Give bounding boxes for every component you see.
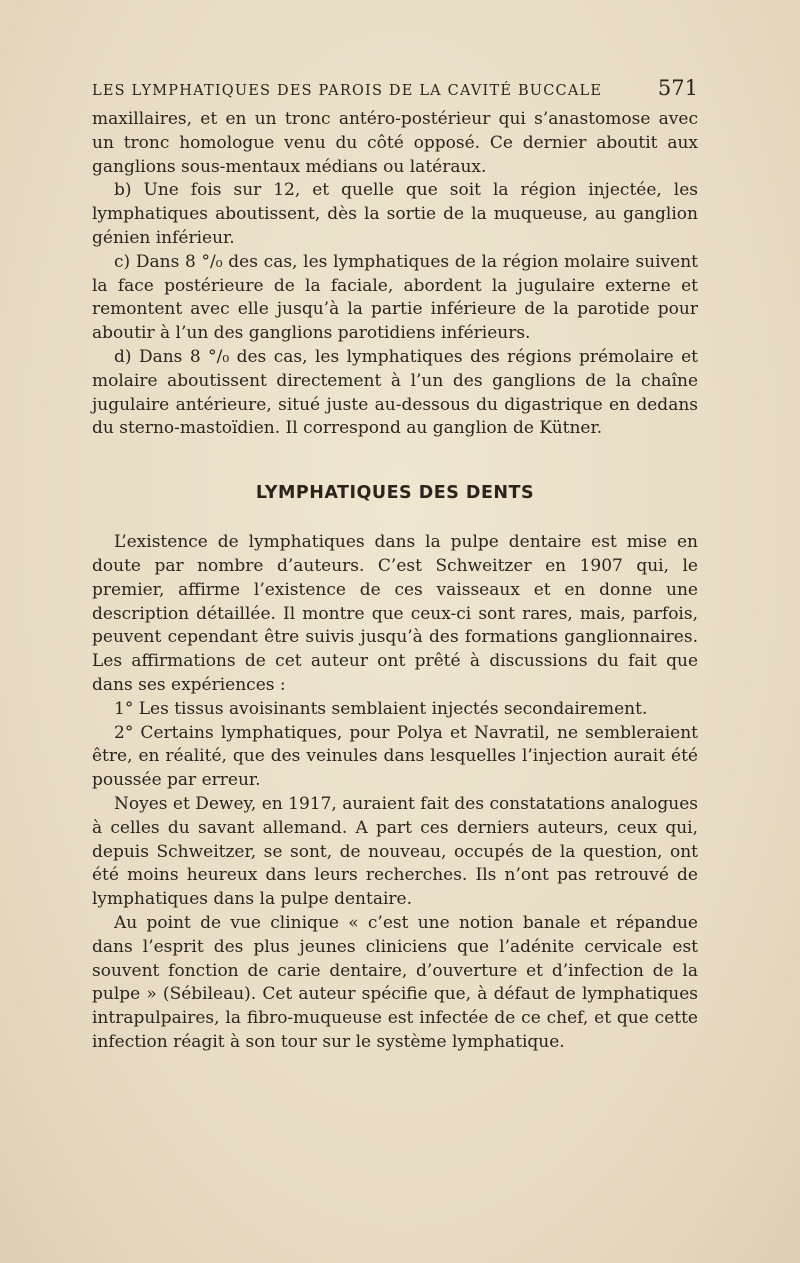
paragraph: 1° Les tissus avoisinants semblaient injectés secondairement. [114, 698, 648, 719]
page [92, 76, 698, 1055]
paragraph: maxillaires, et en un tronc antéro-postérieur qui s’anastomose avec un tronc homologue venu du côté opposé. Ce dernier aboutit aux ganglions sous-mentaux médians ou latéraux. [92, 109, 698, 177]
bottom-text-block [92, 531, 698, 1055]
paragraph: Noyes et Dewey, en 1917, auraient fait des constatations analogues à celles du savant allemand. A part ces derniers auteurs, ceux qui, depuis Schweitzer, se sont, de nouveau, occupés de la question, ont été moins heureux dans leurs recherches. Ils n’ont pas retrouvé de lymphatiques dans la pulpe dentaire. [92, 793, 698, 910]
running-title: LES LYMPHATIQUES DES PAROIS DE LA CAVITÉ BUCCALE [92, 83, 603, 99]
paragraph: Au point de vue clinique « c’est une notion banale et répandue dans l’esprit des plus jeunes cliniciens que l’adénite cervicale est souvent fonction de carie dentaire, d’ouverture et d’infection de la pulpe » (Sébileau). Cet auteur spécifie que, à défaut de lymphatiques intrapulpaires, la fibro-muqueuse est infectée de ce chef, et que cette infection réagit à son tour sur le système lymphatique. [92, 912, 698, 1052]
page-number: 571 [657, 76, 698, 100]
paragraph: b) Une fois sur 12, et quelle que soit la région injectée, les lymphatiques aboutissent, dès la sortie de la muqueuse, au ganglion génien inférieur. [92, 180, 698, 248]
paragraph: L’existence de lymphatiques dans la pulpe dentaire est mise en doute par nombre d’auteurs. C’est Schweitzer en 1907 qui, le premier, affirme l’existence de ces vaisseaux et en donne une description détaillée. Il montre que ceux-ci sont rares, mais, parfois, peuvent cependant être suivis jusqu’à des formations ganglionnaires. Les affirmations de cet auteur ont prêté à discussions du fait que dans ses expériences : [92, 532, 698, 695]
running-header [92, 76, 698, 100]
paragraph: 2° Certains lymphatiques, pour Polya et Navratil, ne sembleraient être, en réalité, que des veinules dans lesquelles l’injection aurait été poussée par erreur. [92, 722, 698, 791]
paragraph: d) Dans 8 °/₀ des cas, les lymphatiques des régions prémolaire et molaire aboutissent directement à l’un des ganglions de la chaîne jugulaire antérieure, situé juste au-dessous du digastrique en dedans du sterno-mastoïdien. Il correspond au ganglion de Kütner. [92, 346, 698, 439]
top-text-block [92, 108, 698, 441]
paragraph: c) Dans 8 °/₀ des cas, les lymphatiques de la région molaire suivent la face postérieure de la faciale, abordent la jugulaire externe et remontent avec elle jusqu’à la partie inférieure de la parotide pour aboutir à l’un des ganglions parotidiens inférieurs. [92, 251, 698, 344]
section-title: LYMPHATIQUES DES DENTS [255, 483, 535, 504]
